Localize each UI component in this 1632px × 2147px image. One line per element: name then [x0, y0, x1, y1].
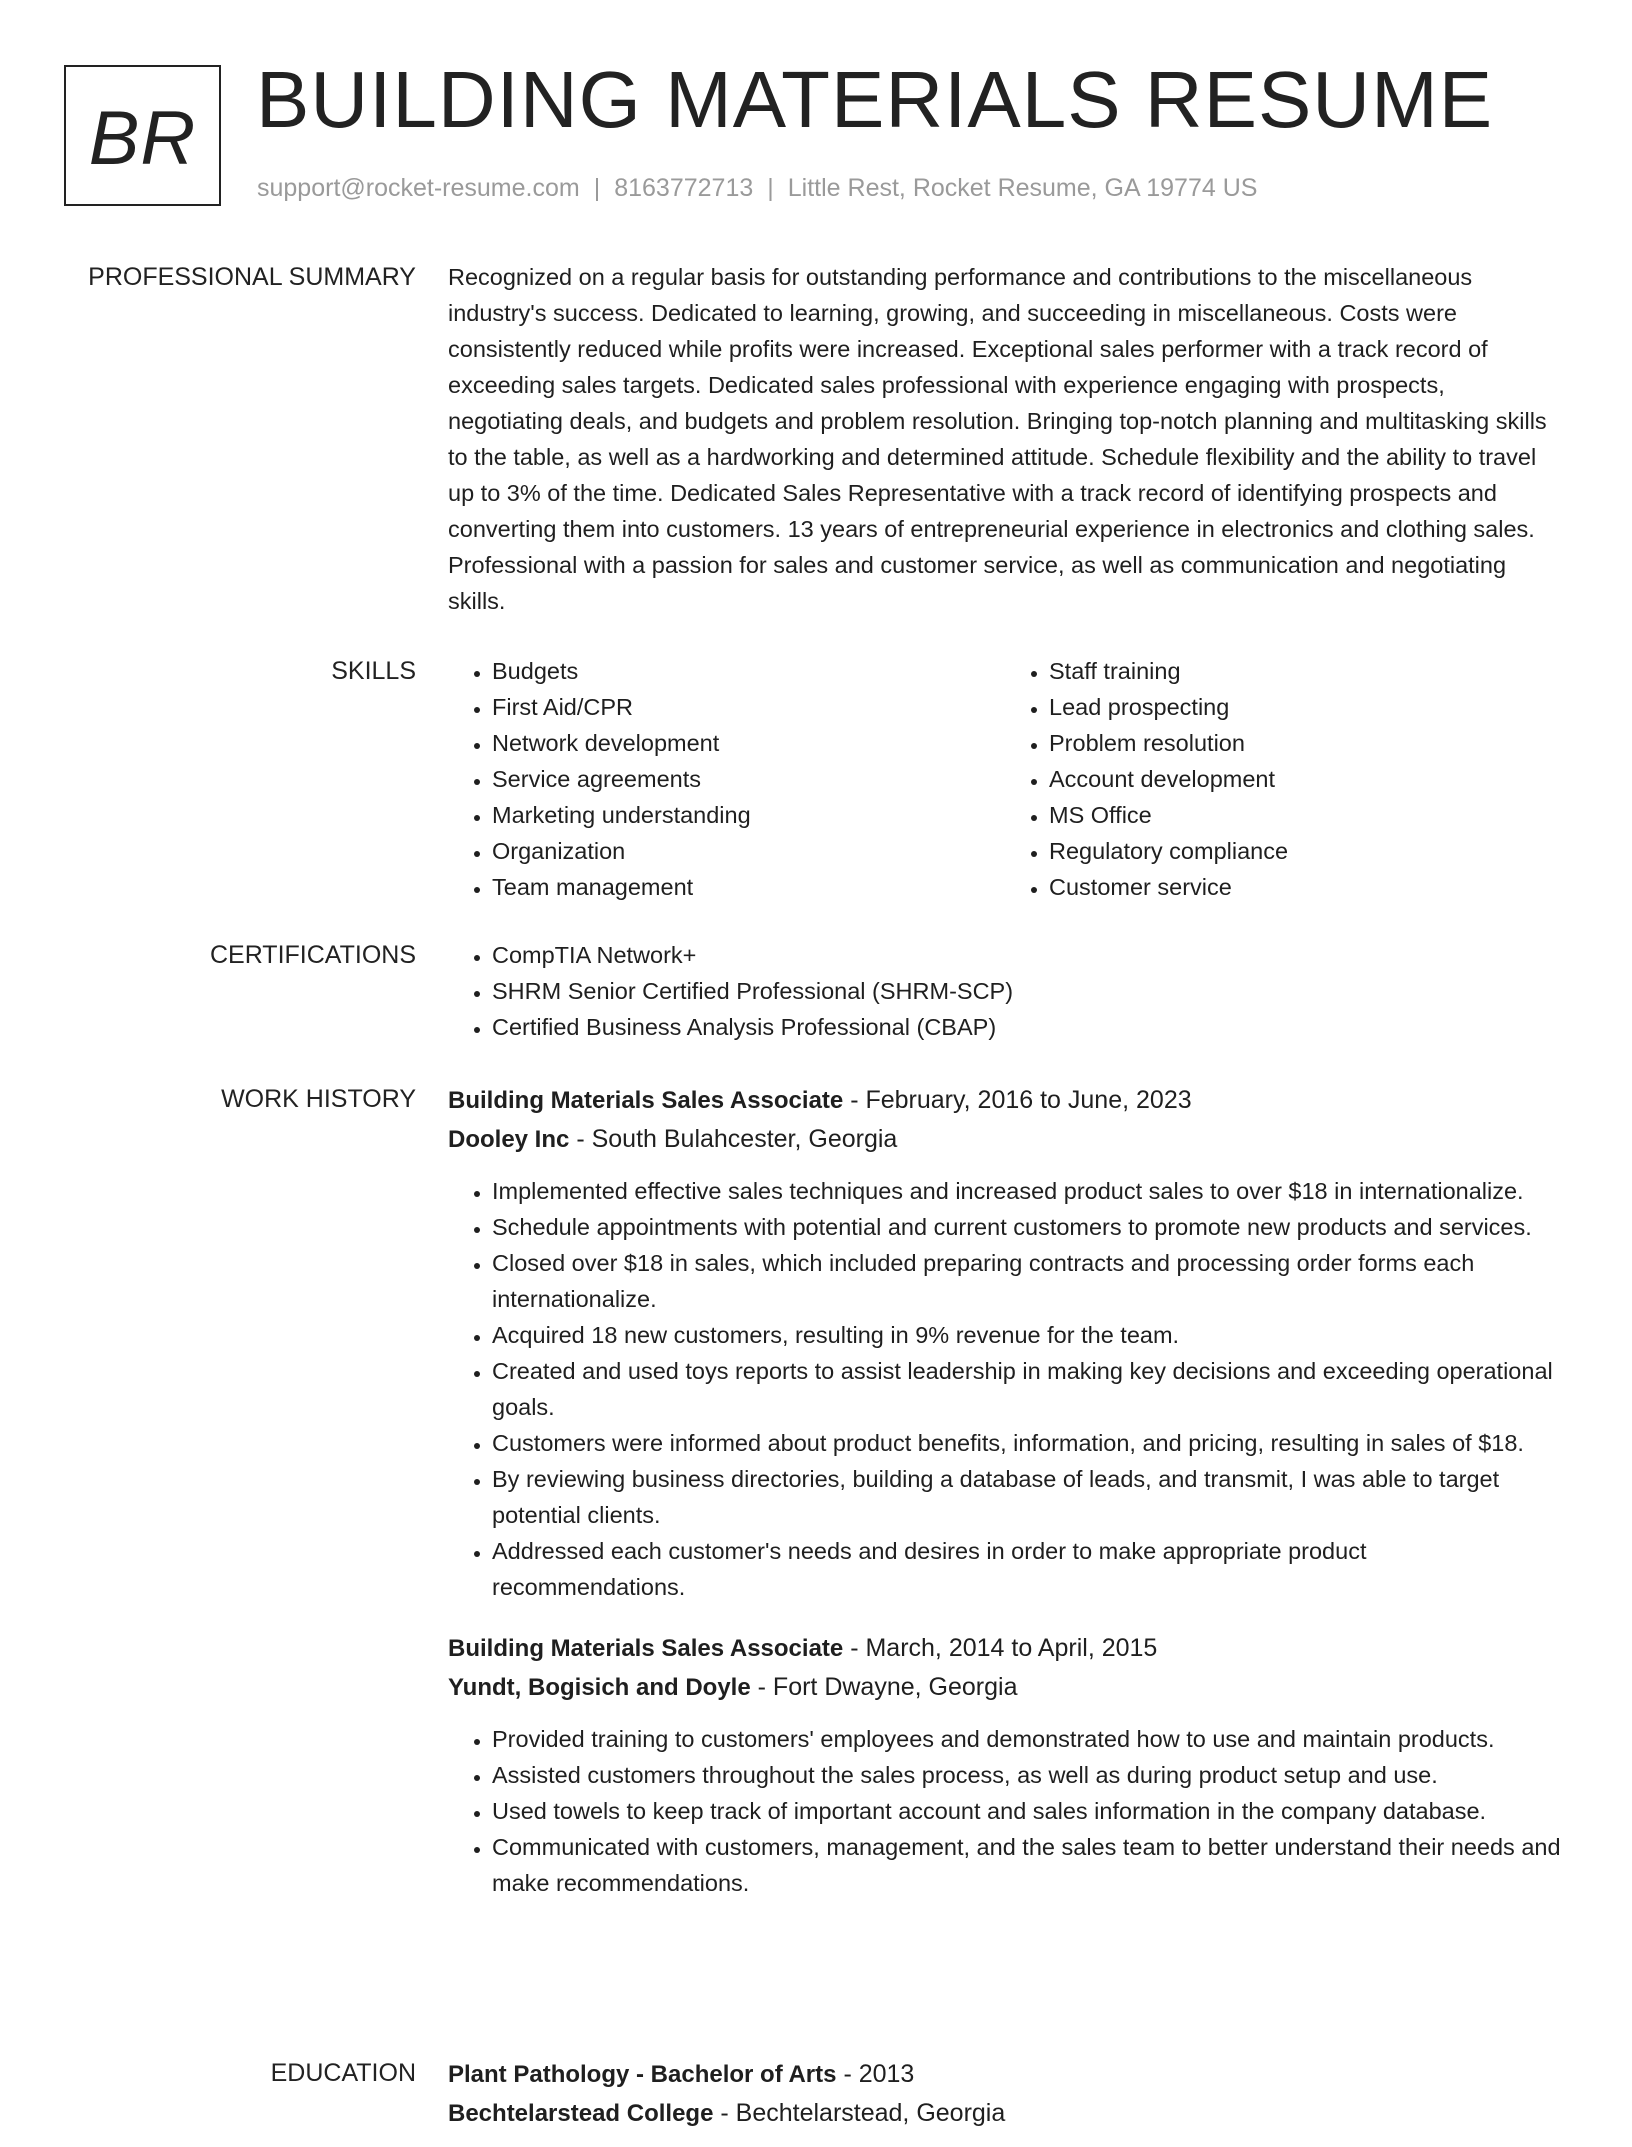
list-item: • Customer service	[1049, 869, 1562, 905]
section-label-skills: SKILLS	[331, 657, 416, 685]
list-item: • Closed over $18 in sales, which included preparing contracts and processing order forms each internationalize.	[492, 1245, 1562, 1317]
certifications-list	[448, 937, 1562, 1045]
list-item: • Service agreements	[492, 761, 1005, 797]
list-item: • Network development	[492, 725, 1005, 761]
job-title: Building Materials Sales Associate	[448, 1087, 844, 1114]
list-item: • Schedule appointments with potential and current customers to promote new products and services.	[492, 1209, 1562, 1245]
job-title-line	[448, 1081, 1562, 1120]
list-item: • Account development	[1049, 761, 1562, 797]
job-entry	[448, 1629, 1562, 1901]
job-company-line	[448, 1120, 1562, 1159]
contact-line	[257, 174, 1257, 203]
contact-separator: |	[593, 174, 601, 202]
work-history-body	[448, 1081, 1562, 1925]
job-title: Building Materials Sales Associate	[448, 1635, 844, 1662]
list-item: • Used towels to keep track of important account and sales information in the company database.	[492, 1793, 1562, 1829]
section-label-work-history: WORK HISTORY	[221, 1085, 416, 1113]
job-title-line	[448, 1629, 1562, 1668]
list-item: • Team management	[492, 869, 1005, 905]
skills-list-left	[448, 653, 1005, 905]
summary-text: Recognized on a regular basis for outstanding performance and contributions to the miscellaneous industry's success. Dedicated to learning, growing, and succeeding in miscellaneous. Costs were consistently reduced while profits were increased. Exceptional sales performer with a track record of exceeding sales targets. Dedicated sales professional with experience engaging with prospects, negotiating deals, and budgets and problem resolution. Bringing top-notch planning and multitasking skills to the table, as well as a hardworking and determined attitude. Schedule flexibility and the ability to travel up to 3% of the time. Dedicated Sales Representative with a track record of identifying prospects and converting them into customers. 13 years of entrepreneurial experience in electronics and clothing sales. Professional with a passion for sales and customer service, as well as communication and negotiating skills.	[448, 264, 1547, 614]
list-item: • Acquired 18 new customers, resulting in 9% revenue for the team.	[492, 1317, 1562, 1353]
job-bullets	[448, 1721, 1562, 1901]
list-item: • Marketing understanding	[492, 797, 1005, 833]
job-entry	[448, 1081, 1562, 1605]
list-item: • Certified Business Analysis Professional (CBAP)	[492, 1009, 1562, 1045]
job-location: - Fort Dwayne, Georgia	[757, 1673, 1018, 1701]
job-company: Dooley Inc	[448, 1126, 570, 1153]
certifications-body	[448, 937, 1562, 1045]
list-item: • Problem resolution	[1049, 725, 1562, 761]
skills-list-right	[1005, 653, 1562, 905]
list-item: • MS Office	[1049, 797, 1562, 833]
list-item: • Budgets	[492, 653, 1005, 689]
list-item: • Customers were informed about product benefits, information, and pricing, resulting in sales of $18.	[492, 1425, 1562, 1461]
list-item: • Staff training	[1049, 653, 1562, 689]
list-item: • Lead prospecting	[1049, 689, 1562, 725]
education-school: Bechtelarstead College	[448, 2100, 714, 2127]
contact-phone: 8163772713	[614, 174, 754, 202]
list-item: • Organization	[492, 833, 1005, 869]
list-item: • Implemented effective sales techniques and increased product sales to over $18 in internationalize.	[492, 1173, 1562, 1209]
list-item: • Regulatory compliance	[1049, 833, 1562, 869]
contact-separator: |	[767, 174, 774, 202]
section-label-education: EDUCATION	[270, 2059, 416, 2087]
contact-address: Little Rest, Rocket Resume, GA 19774 US	[787, 174, 1258, 202]
resume-title: BUILDING MATERIALS RESUME	[256, 55, 1494, 144]
list-item: • By reviewing business directories, building a database of leads, and transmit, I was able to target potential clients.	[492, 1461, 1562, 1533]
list-item: • Addressed each customer's needs and desires in order to make appropriate product recommendations.	[492, 1533, 1562, 1605]
job-dates: - February, 2016 to June, 2023	[850, 1086, 1192, 1114]
contact-email: support@rocket-resume.com	[257, 174, 580, 202]
education-school-line	[448, 2094, 1562, 2133]
job-company: Yundt, Bogisich and Doyle	[448, 1674, 751, 1701]
education-degree: Plant Pathology - Bachelor of Arts	[448, 2061, 837, 2088]
summary-body	[448, 259, 1562, 619]
education-degree-line	[448, 2055, 1562, 2094]
job-company-line	[448, 1668, 1562, 1707]
list-item: • SHRM Senior Certified Professional (SHRM-SCP)	[492, 973, 1562, 1009]
monogram-initials: BR	[88, 95, 197, 181]
education-body	[448, 2055, 1562, 2147]
job-bullets	[448, 1173, 1562, 1605]
monogram-box	[64, 65, 221, 206]
section-label-summary: PROFESSIONAL SUMMARY	[88, 263, 416, 291]
education-location: - Bechtelarstead, Georgia	[720, 2099, 1006, 2127]
list-item: • First Aid/CPR	[492, 689, 1005, 725]
list-item: • Assisted customers throughout the sales process, as well as during product setup and use.	[492, 1757, 1562, 1793]
skills-body	[448, 653, 1562, 905]
list-item: • Communicated with customers, management, and the sales team to better understand their needs and make recommendations.	[492, 1829, 1562, 1901]
job-dates: - March, 2014 to April, 2015	[850, 1634, 1158, 1662]
list-item: • Created and used toys reports to assist leadership in making key decisions and exceeding operational goals.	[492, 1353, 1562, 1425]
job-location: - South Bulahcester, Georgia	[576, 1125, 898, 1153]
list-item: • Provided training to customers' employees and demonstrated how to use and maintain products.	[492, 1721, 1562, 1757]
section-label-certifications: CERTIFICATIONS	[209, 941, 416, 969]
list-item: • CompTIA Network+	[492, 937, 1562, 973]
education-year: - 2013	[843, 2060, 915, 2088]
